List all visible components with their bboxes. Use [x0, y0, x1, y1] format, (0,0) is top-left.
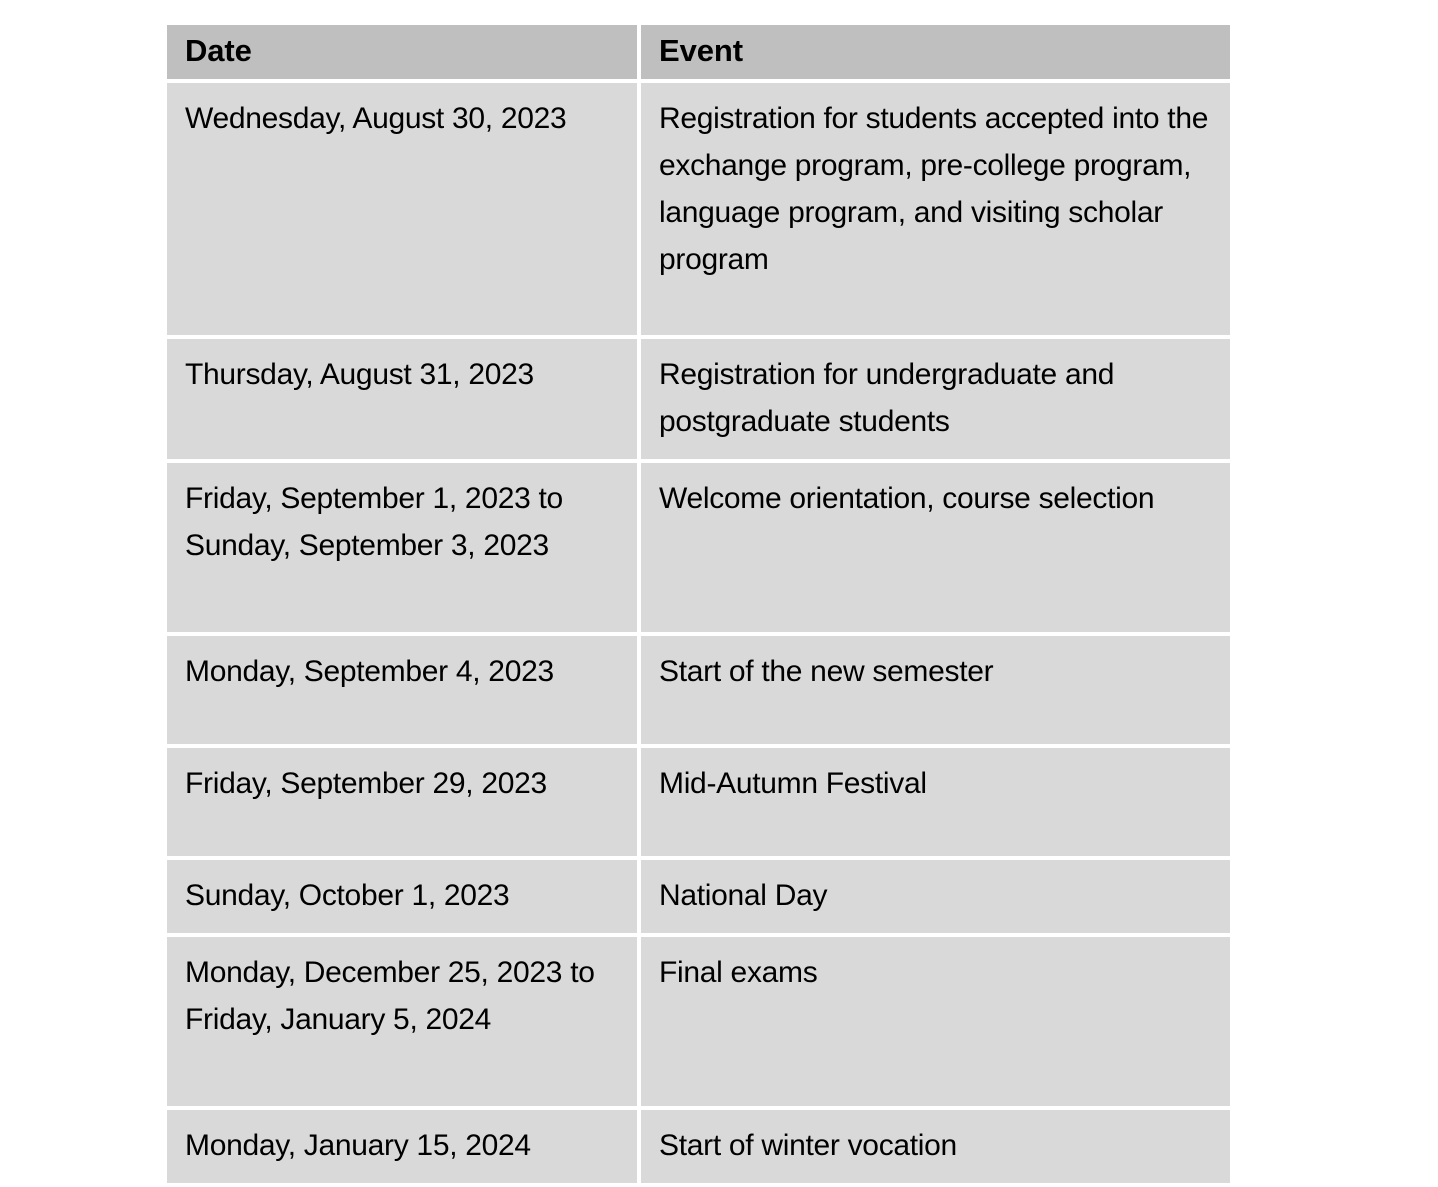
cell-event: [641, 937, 1230, 1106]
cell-event-text: Final exams: [659, 956, 818, 989]
table-header-row: [167, 25, 1230, 79]
cell-event: [641, 1110, 1230, 1183]
cell-event-text: Welcome orientation, course selection: [659, 481, 1155, 515]
cell-event: [641, 339, 1230, 459]
cell-date: [167, 636, 637, 744]
table-row: [167, 748, 1230, 856]
cell-date-text: Monday, January 15, 2024: [185, 1129, 531, 1162]
cell-event-text: National Day: [659, 878, 828, 912]
column-header-date: Date: [167, 25, 637, 79]
cell-date-text: Sunday, October 1, 2023: [185, 878, 510, 912]
academic-calendar-table: [163, 21, 1234, 1187]
cell-event-text: Registration for students accepted into the exchange program, pre-college program, language program, and visiting scholar program: [659, 101, 1209, 276]
table-row: [167, 83, 1230, 335]
cell-event: [641, 636, 1230, 744]
cell-event: [641, 83, 1230, 335]
cell-date-text: Friday, September 29, 2023: [185, 766, 547, 800]
cell-event: [641, 748, 1230, 856]
cell-date: [167, 1110, 637, 1183]
cell-date-text: Monday, September 4, 2023: [185, 654, 554, 688]
cell-date-text: Thursday, August 31, 2023: [185, 357, 534, 391]
cell-date: [167, 463, 637, 632]
table-row: [167, 463, 1230, 632]
cell-date: [167, 83, 637, 335]
table-row: [167, 636, 1230, 744]
cell-date: [167, 339, 637, 459]
table-row: [167, 937, 1230, 1106]
column-header-event: Event: [641, 25, 1230, 79]
cell-event: [641, 463, 1230, 632]
cell-event: [641, 860, 1230, 933]
cell-event-text: Registration for undergraduate and postgraduate students: [659, 357, 1115, 438]
cell-date-text: Monday, December 25, 2023 to Friday, January 5, 2024: [185, 956, 595, 1037]
cell-date-text: Wednesday, August 30, 2023: [185, 101, 567, 135]
table-row: [167, 860, 1230, 933]
table-row: [167, 1110, 1230, 1183]
cell-event-text: Start of winter vocation: [659, 1129, 957, 1162]
cell-date: [167, 937, 637, 1106]
cell-date: [167, 748, 637, 856]
table-row: [167, 339, 1230, 459]
table-header: [167, 25, 1230, 79]
table-body: [167, 83, 1230, 1183]
cell-date: [167, 860, 637, 933]
cell-date-text: Friday, September 1, 2023 to Sunday, September 3, 2023: [185, 481, 563, 562]
cell-event-text: Mid-Autumn Festival: [659, 766, 927, 800]
cell-event-text: Start of the new semester: [659, 654, 994, 688]
